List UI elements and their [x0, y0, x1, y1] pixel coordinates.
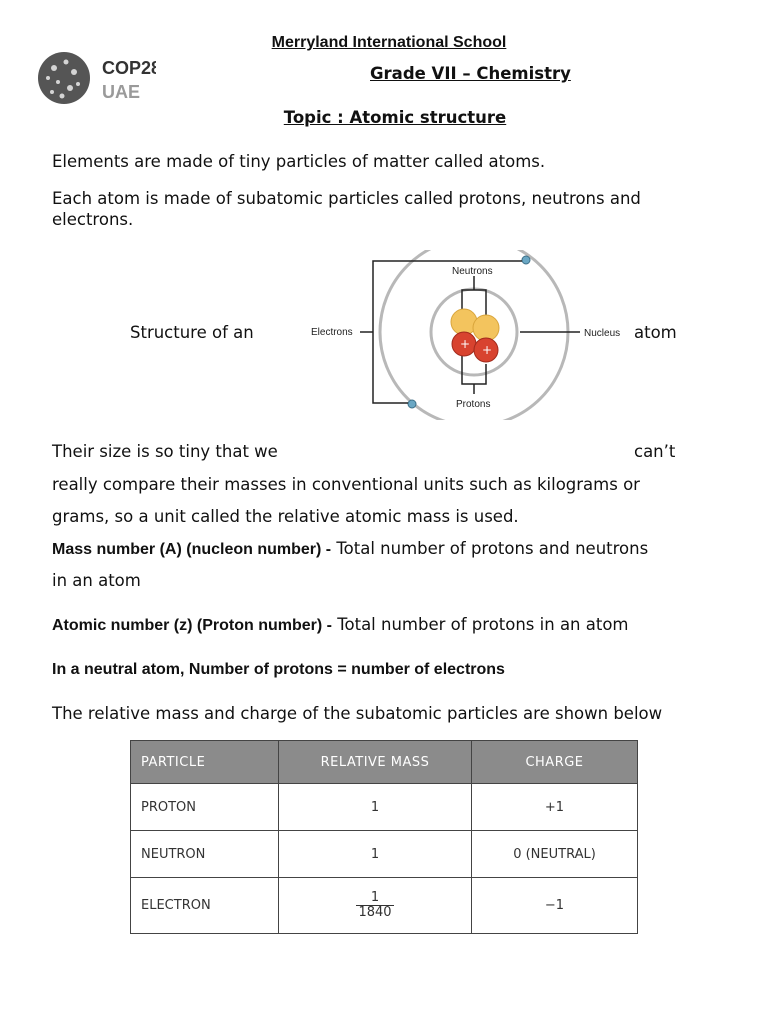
neutral-atom-rule: In a neutral atom, Number of protons = number of electrons — [52, 661, 505, 678]
table-row — [131, 878, 638, 934]
mass-number-definition — [52, 538, 722, 560]
neutron-particle — [473, 315, 499, 341]
school-name: Merryland International School — [271, 34, 507, 51]
logo-text-bottom: UAE — [102, 82, 141, 102]
cell-charge: 0 (NEUTRAL) — [472, 831, 638, 878]
mass-number-text: Total number of protons and neutrons — [331, 539, 649, 558]
cell-charge: −1 — [472, 878, 638, 934]
intro-line-1: Elements are made of tiny particles of matter called atoms. — [52, 152, 546, 171]
diagram-caption-left: Structure of an — [130, 323, 254, 342]
cell-mass — [279, 878, 472, 934]
cop28-logo — [36, 48, 156, 108]
size-text-part2: can’t — [634, 442, 676, 461]
size-text-line3: grams, so a unit called the relative atomic mass is used. — [52, 507, 519, 526]
size-text-line2: really compare their masses in conventional units such as kilograms or — [52, 475, 640, 494]
fraction-denominator: 1840 — [358, 905, 392, 920]
electron-dot — [408, 400, 416, 408]
header-charge: CHARGE — [472, 741, 638, 784]
mass-fraction — [356, 891, 393, 920]
header-particle: PARTICLE — [131, 741, 279, 784]
cell-mass: 1 — [279, 831, 472, 878]
cell-particle: NEUTRON — [131, 831, 279, 878]
table-row — [131, 831, 638, 878]
cell-particle: PROTON — [131, 784, 279, 831]
diagram-caption-right: atom — [634, 323, 677, 342]
fraction-numerator: 1 — [356, 891, 393, 906]
mass-number-label: Mass number (A) (nucleon number) - — [52, 541, 332, 558]
atomic-number-label: Atomic number (z) (Proton number) - — [52, 617, 332, 634]
nucleus-label: Nucleus — [584, 328, 621, 339]
proton-sign: + — [482, 343, 493, 357]
topic-title: Topic : Atomic structure — [283, 108, 507, 127]
cell-mass: 1 — [279, 784, 472, 831]
atom-diagram — [300, 250, 640, 424]
cell-charge: +1 — [472, 784, 638, 831]
electrons-label: Electrons — [311, 327, 353, 338]
table-intro: The relative mass and charge of the subatomic particles are shown below — [52, 704, 663, 723]
atomic-number-text: Total number of protons in an atom — [331, 615, 629, 634]
atomic-number-definition — [52, 614, 722, 636]
table-row — [131, 784, 638, 831]
particle-table — [130, 740, 638, 934]
proton-sign: + — [460, 337, 471, 351]
neutrons-label: Neutrons — [452, 266, 493, 277]
cell-particle: ELECTRON — [131, 878, 279, 934]
grade-title: Grade VII – Chemistry — [370, 64, 571, 83]
electron-dot — [522, 256, 530, 264]
header-relative-mass: RELATIVE MASS — [279, 741, 472, 784]
intro-line-2: Each atom is made of subatomic particles called protons, neutrons and electrons. — [52, 189, 641, 229]
table-header-row — [131, 741, 638, 784]
mass-number-text-2: in an atom — [52, 571, 141, 590]
logo-text-top: COP28 — [102, 58, 156, 78]
size-text-part1: Their size is so tiny that we — [52, 442, 278, 461]
protons-label: Protons — [456, 399, 491, 410]
